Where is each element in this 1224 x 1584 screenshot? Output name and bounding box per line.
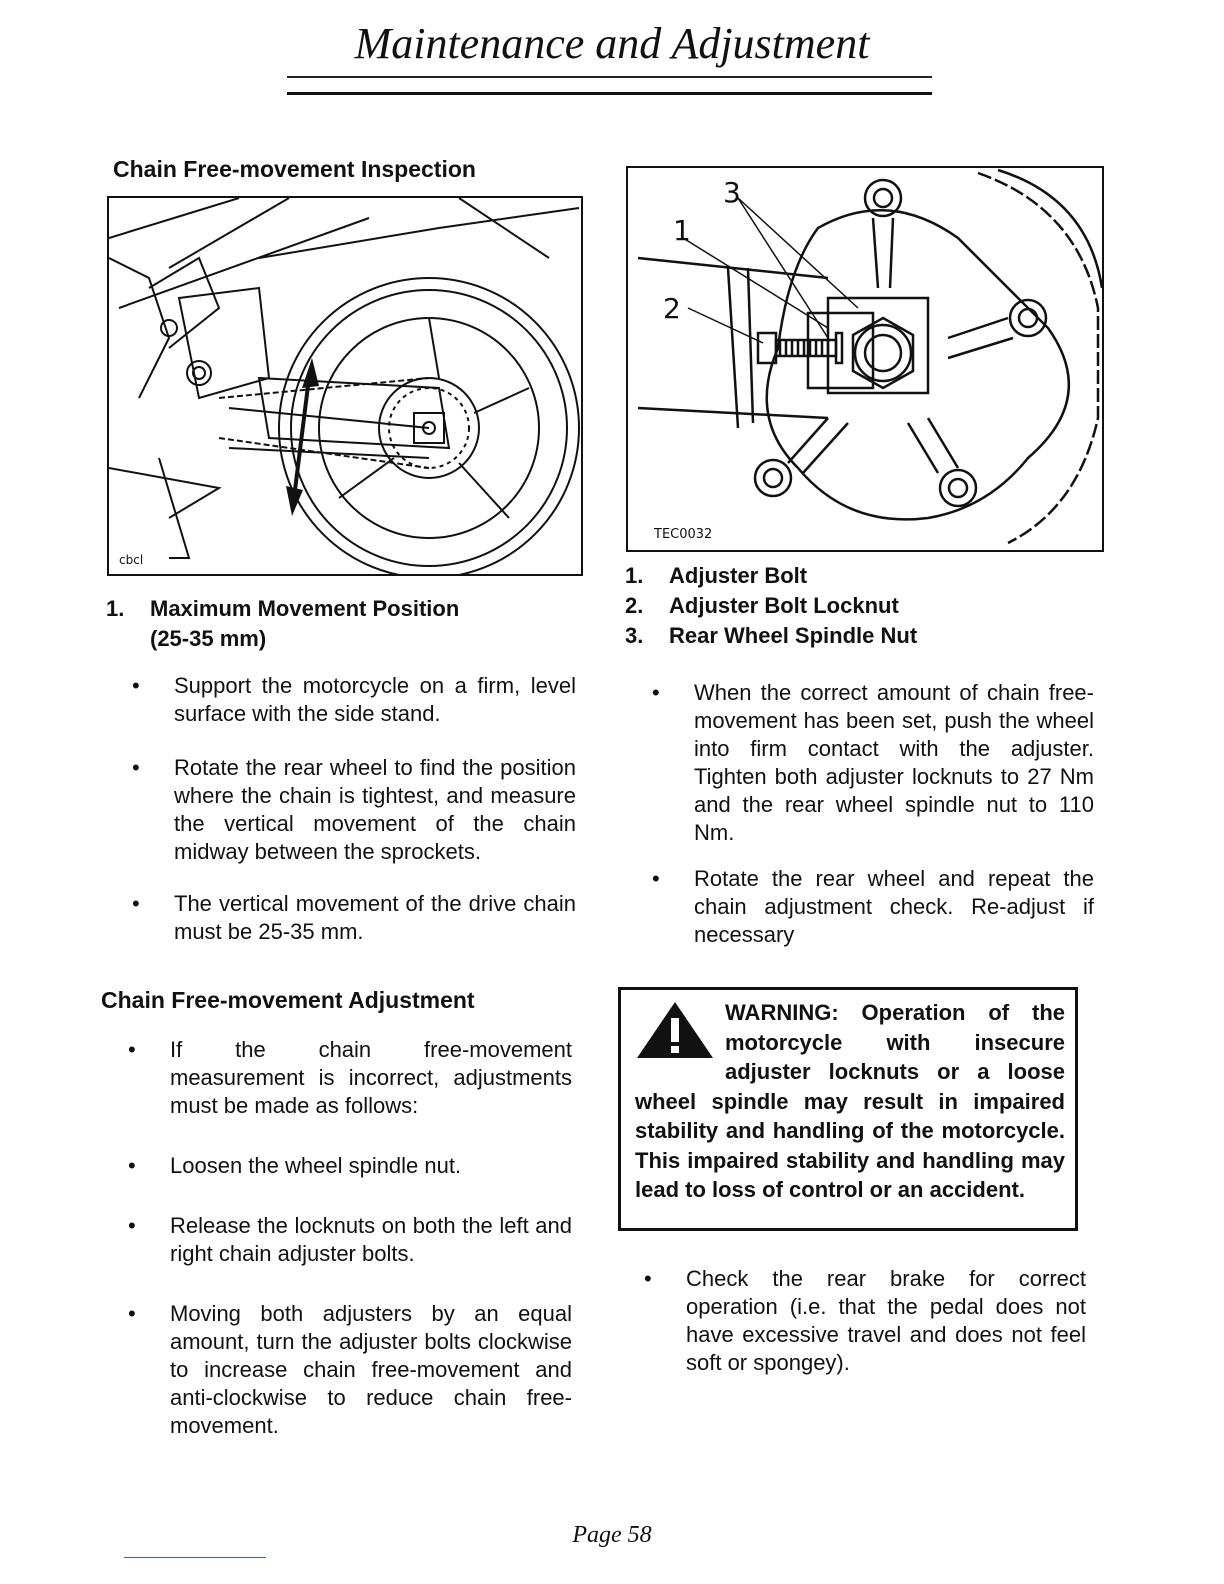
figure2-legend bbox=[625, 561, 917, 651]
header-rule-thin bbox=[287, 76, 932, 78]
adjustment-bullets bbox=[124, 1036, 572, 1440]
legend-label: Adjuster Bolt Locknut bbox=[669, 593, 899, 618]
list-item: • Moving both adjusters by an equal amount, turn the adjuster bolts clockwise to increase chain free-movement and anti-clockwise to reduce chain free-movement. bbox=[124, 1300, 572, 1440]
footer-link-line bbox=[124, 1557, 266, 1558]
list-item bbox=[625, 591, 917, 621]
legend-number: 3. bbox=[625, 623, 644, 648]
legend-label: Adjuster Bolt bbox=[669, 563, 808, 588]
list-item: • Support the motorcycle on a firm, level surface with the side stand. bbox=[128, 672, 576, 728]
figure1-caption bbox=[106, 594, 459, 654]
warning-text: WARNING: Operation of the motorcycle with insecure adjuster locknuts or a loose wheel spindle may result in impaired stability and handling of the motorcycle. This impaired stability and handling may lead to loss of control or an accident. bbox=[635, 1000, 1065, 1202]
page-number: Page 58 bbox=[572, 1522, 652, 1548]
list-item: • Release the locknuts on both the left and right chain adjuster bolts. bbox=[124, 1212, 572, 1268]
list-item: • When the correct amount of chain free-movement has been set, push the wheel into firm contact with the adjuster. Tighten both adjuster locknuts to 27 Nm and the rear wheel spindle nut to 110 Nm. bbox=[648, 679, 1094, 847]
list-item: • Loosen the wheel spindle nut. bbox=[124, 1152, 572, 1180]
warning-triangle-icon bbox=[635, 1000, 715, 1060]
list-item bbox=[625, 621, 917, 651]
list-item: • Check the rear brake for correct operation (i.e. that the pedal does not have excessive travel and does not feel soft or spongey). bbox=[640, 1265, 1086, 1377]
caption-text-line1: Maximum Movement Position bbox=[150, 596, 460, 621]
adjustment-heading: Chain Free-movement Adjustment bbox=[101, 987, 475, 1013]
legend-label: Rear Wheel Spindle Nut bbox=[669, 623, 918, 648]
figure-credit: cbcl bbox=[119, 553, 144, 567]
legend-number: 2. bbox=[625, 593, 644, 618]
callout-3: 3 bbox=[723, 176, 741, 209]
right-bullets-bottom bbox=[640, 1265, 1086, 1377]
right-bullets-top bbox=[648, 679, 1094, 949]
chain-inspection-figure bbox=[107, 196, 583, 576]
callout-2: 2 bbox=[663, 292, 681, 325]
list-item: • Rotate the rear wheel to find the position where the chain is tightest, and measure the vertical movement of the chain midway between the sprockets. bbox=[128, 754, 576, 866]
caption-text bbox=[150, 594, 459, 654]
legend-number: 1. bbox=[625, 563, 644, 588]
inspection-heading: Chain Free-movement Inspection bbox=[113, 156, 476, 182]
caption-text-line2: (25-35 mm) bbox=[150, 626, 267, 651]
list-item: • The vertical movement of the drive chain must be 25-35 mm. bbox=[128, 890, 576, 946]
adjuster-detail-illustration bbox=[628, 168, 1102, 550]
callout-1: 1 bbox=[673, 214, 691, 247]
page-title: Maintenance and Adjustment bbox=[354, 19, 870, 68]
list-item: • Rotate the rear wheel and repeat the chain adjustment check. Re-adjust if necessary bbox=[648, 865, 1094, 949]
motorcycle-rear-illustration bbox=[109, 198, 581, 574]
chain-adjuster-figure bbox=[626, 166, 1104, 552]
warning-box bbox=[618, 987, 1078, 1231]
list-item bbox=[106, 594, 459, 654]
list-item: • If the chain free-movement measurement is incorrect, adjustments must be made as follows: bbox=[124, 1036, 572, 1120]
caption-number: 1. bbox=[106, 596, 125, 621]
figure-code: TEC0032 bbox=[654, 527, 713, 542]
inspection-bullets bbox=[128, 672, 576, 946]
header-rule-thick bbox=[287, 92, 932, 95]
list-item bbox=[625, 561, 917, 591]
